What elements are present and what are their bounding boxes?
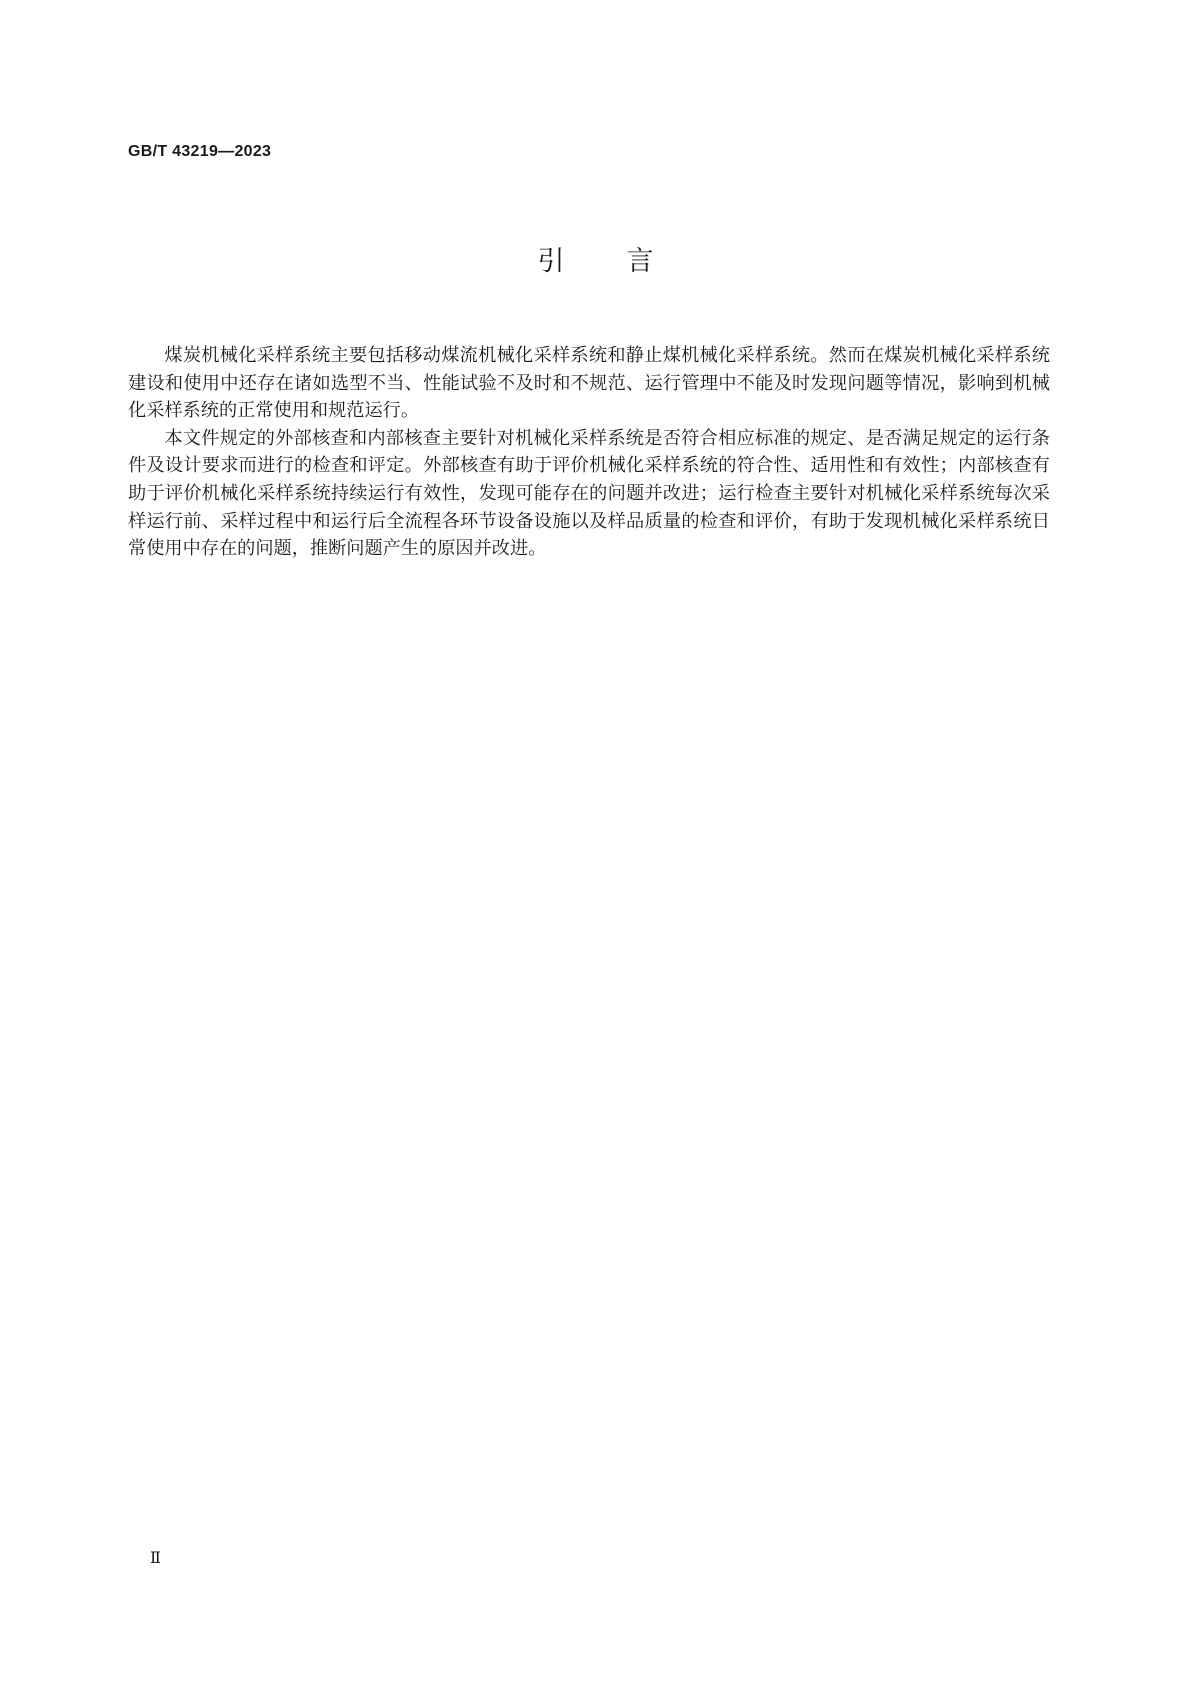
standard-number: GB/T 43219—2023 <box>128 143 272 160</box>
paragraph-2: 本文件规定的外部核查和内部核查主要针对机械化采样系统是否符合相应标准的规定、是否满足规定的运行条件及设计要求而进行的检查和评定。外部核查有助于评价机械化采样系统的符合性、适用性和有效性；内部核查有助于评价机械化采样系统持续运行有效性，发现可能存在的问题并改进；运行检查主要针对机械化采样系统每次采样运行前、采样过程中和运行后全流程各环节设备设施以及样品质量的检查和评价，有助于发现机械化采样系统日常使用中存在的问题，推断问题产生的原因并改进。 <box>128 427 1050 560</box>
body-text <box>128 342 1050 563</box>
page-number: Ⅱ <box>150 1550 161 1567</box>
paragraph-1: 煤炭机械化采样系统主要包括移动煤流机械化采样系统和静止煤机械化采样系统。然而在煤炭机械化采样系统建设和使用中还存在诸如选型不当、性能试验不及时和不规范、运行管理中不能及时发现问题等情况，影响到机械化采样系统的正常使用和规范运行。 <box>128 345 1050 422</box>
page-title: 引言 <box>537 246 716 277</box>
